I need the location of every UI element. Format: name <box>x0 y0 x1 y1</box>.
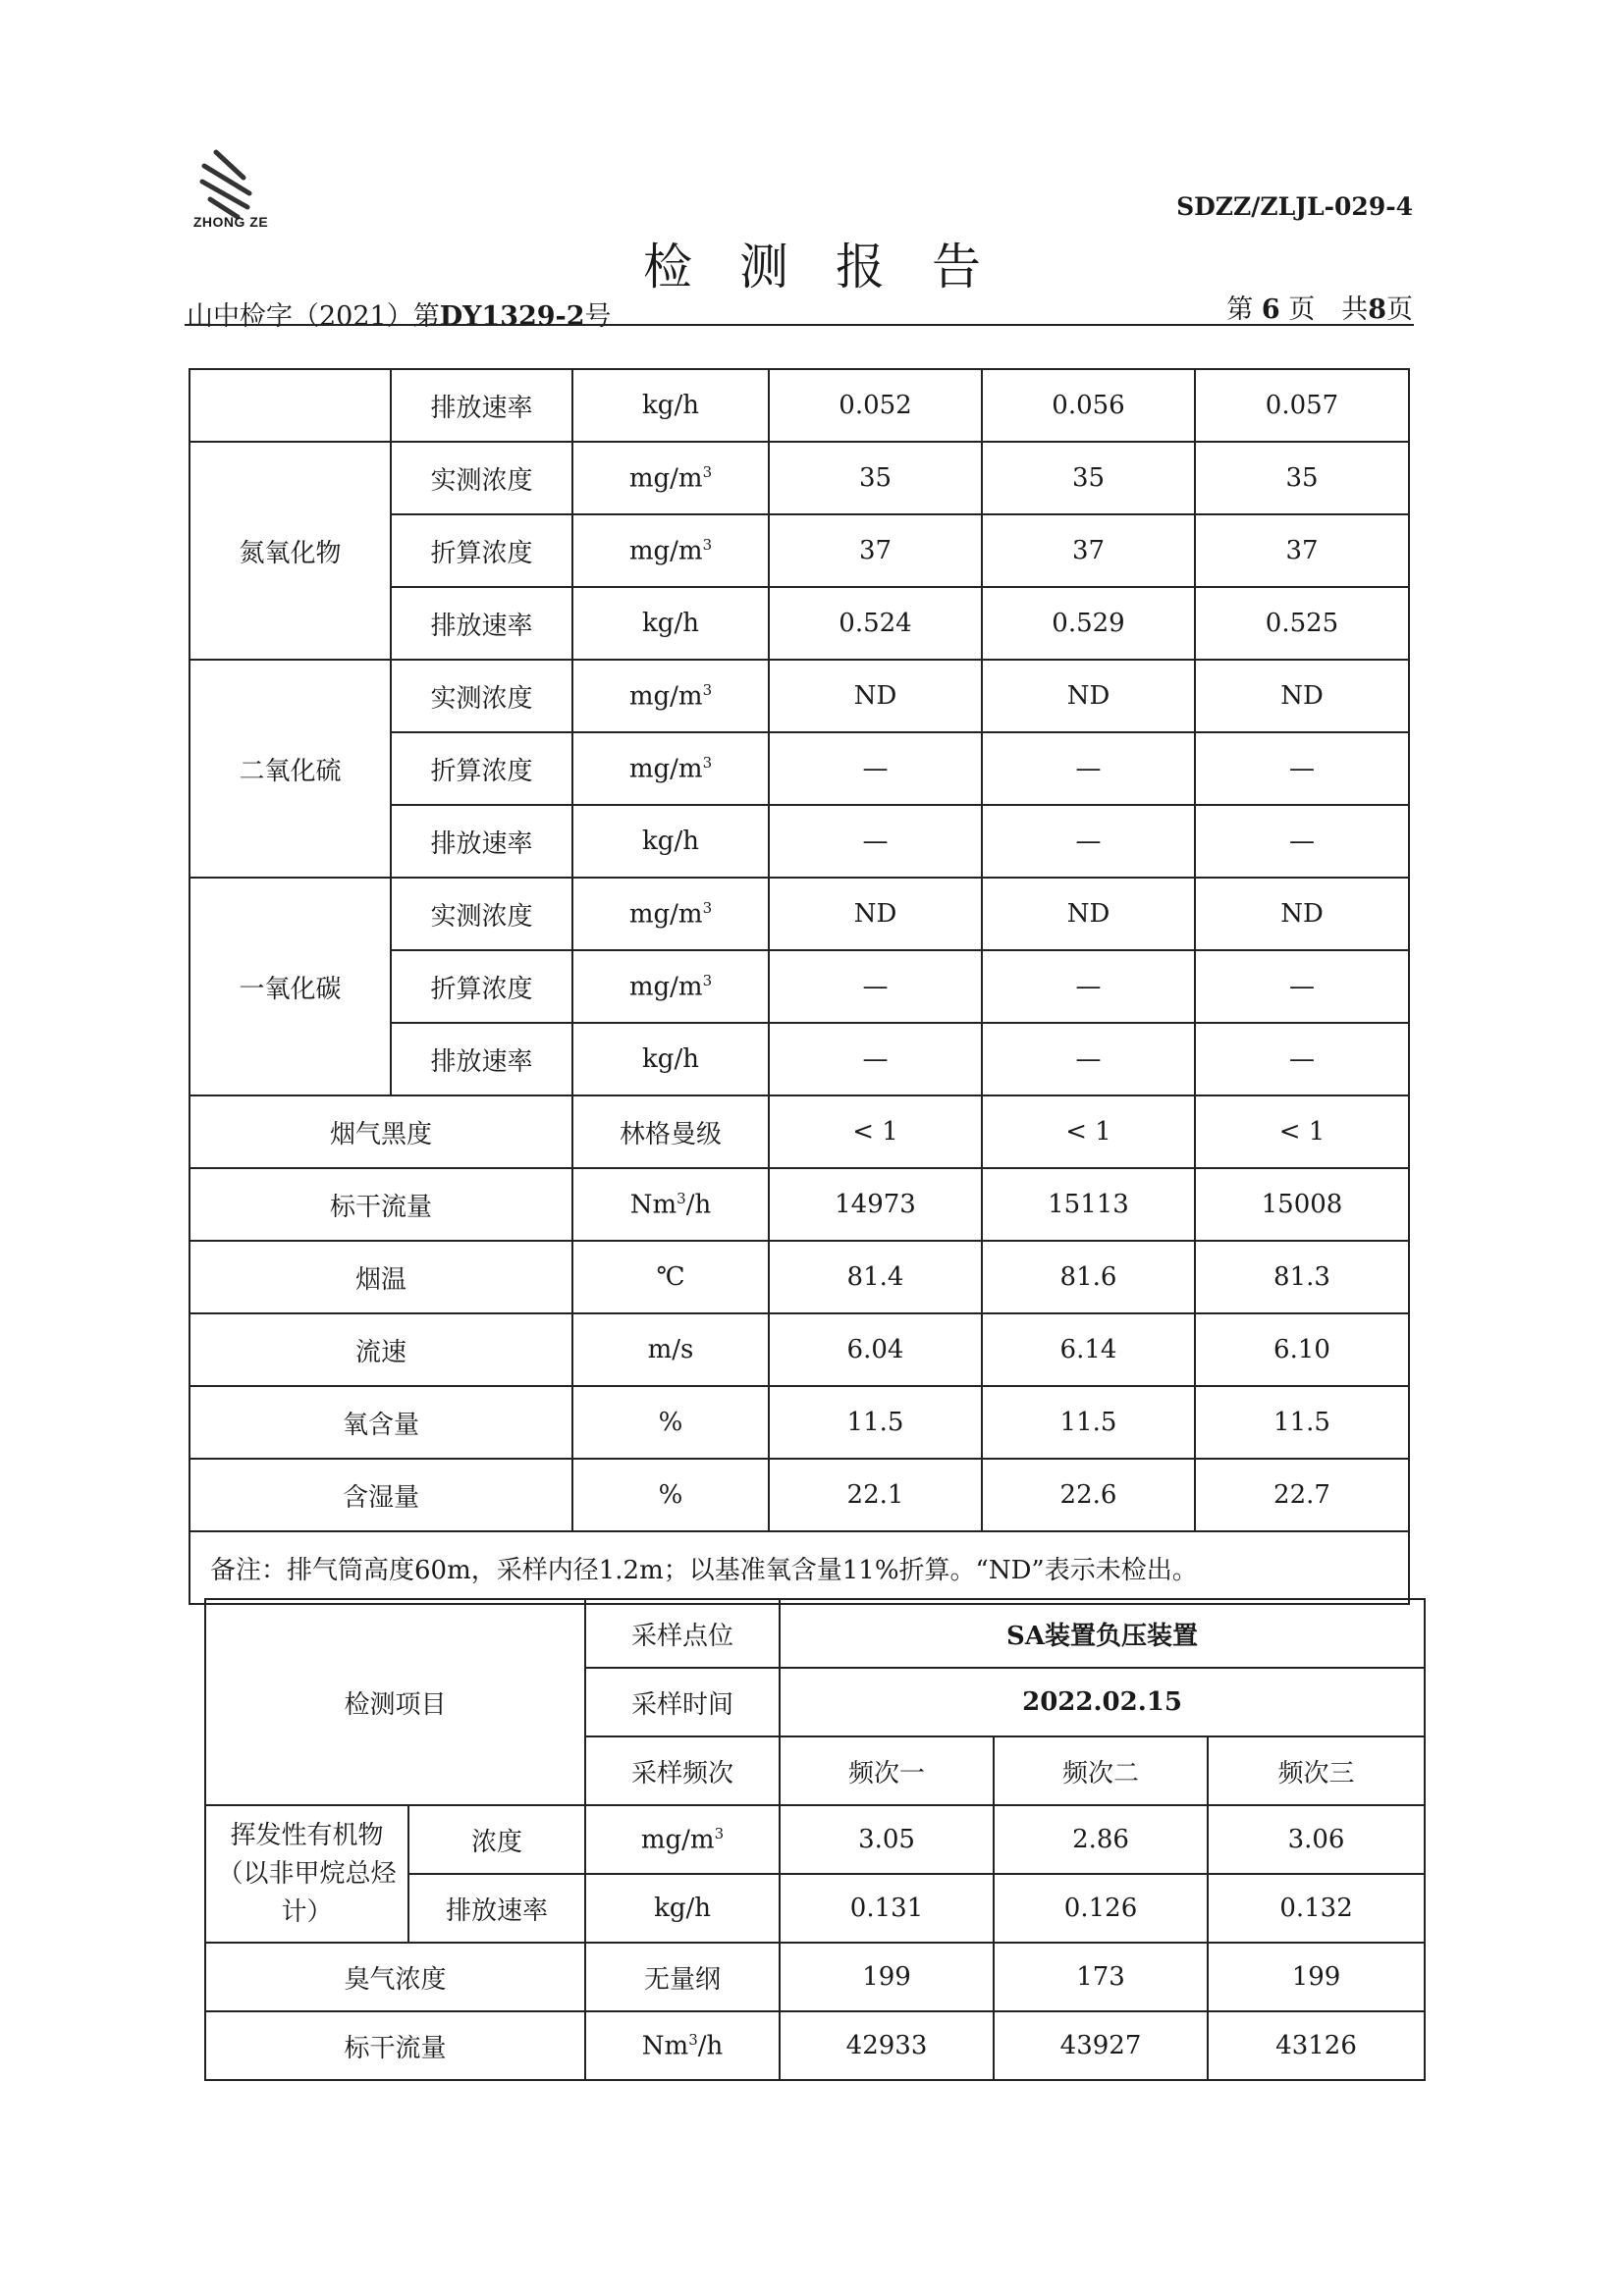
value-cell: — <box>769 732 982 805</box>
table-row <box>189 1095 1409 1168</box>
value-cell: 199 <box>780 1943 994 2011</box>
metric-cell: 排放速率 <box>391 1023 572 1095</box>
value-cell: ND <box>982 660 1195 732</box>
unit-cell: kg/h <box>572 369 769 442</box>
header-label: 采样点位 <box>585 1599 780 1668</box>
unit-cell: $mg/m^3$ <box>572 732 769 805</box>
value-cell: — <box>982 805 1195 878</box>
value-cell: 15008 <box>1195 1168 1409 1241</box>
value-cell: 6.10 <box>1195 1313 1409 1386</box>
value-cell: 6.04 <box>769 1313 982 1386</box>
table-row <box>189 878 1409 950</box>
value-cell: 43126 <box>1208 2011 1425 2080</box>
value-cell: — <box>982 732 1195 805</box>
value-cell: — <box>1195 732 1409 805</box>
value-cell: 35 <box>982 442 1195 514</box>
value-cell: 0.524 <box>769 587 982 660</box>
metric-cell: 折算浓度 <box>391 514 572 587</box>
value-cell: 0.132 <box>1208 1874 1425 1943</box>
unit-cell: $mg/m^3$ <box>572 950 769 1023</box>
value-cell: 11.5 <box>982 1386 1195 1459</box>
header-label: 采样频次 <box>585 1736 780 1805</box>
table-row <box>189 369 1409 442</box>
value-cell: — <box>769 1023 982 1095</box>
metric-cell: 实测浓度 <box>391 878 572 950</box>
parameter-label: 流速 <box>189 1313 572 1386</box>
pollutant-label: 氮氧化物 <box>189 442 391 660</box>
value-cell: 3.06 <box>1208 1805 1425 1874</box>
parameter-label: 臭气浓度 <box>205 1943 585 2011</box>
table-row <box>205 1943 1425 2011</box>
value-cell: 42933 <box>780 2011 994 2080</box>
pollutant-label: 二氧化硫 <box>189 660 391 878</box>
value-cell: ND <box>1195 878 1409 950</box>
table-row <box>189 660 1409 732</box>
value-cell: 0.131 <box>780 1874 994 1943</box>
header-rule <box>185 324 1414 326</box>
value-cell: 81.3 <box>1195 1241 1409 1313</box>
report-reference: 山中检字（2021）第DY1329-2号 <box>187 301 612 332</box>
value-cell: 35 <box>1195 442 1409 514</box>
metric-cell: 折算浓度 <box>391 732 572 805</box>
value-cell: 43927 <box>994 2011 1208 2080</box>
value-cell: 37 <box>769 514 982 587</box>
value-cell: 22.7 <box>1195 1459 1409 1531</box>
value-cell: 35 <box>769 442 982 514</box>
remarks-note: 备注：排气筒高度60m，采样内径1.2m；以基准氧含量11%折算。“ND”表示未检出。 <box>189 1531 1409 1604</box>
value-cell: — <box>1195 805 1409 878</box>
unit-cell: Nm$^3$/h <box>572 1168 769 1241</box>
unit-cell: $mg/m^3$ <box>572 878 769 950</box>
unit-cell: kg/h <box>572 805 769 878</box>
unit-cell: m/s <box>572 1313 769 1386</box>
value-cell: 14973 <box>769 1168 982 1241</box>
table-row <box>205 1805 1425 1874</box>
parameter-label: 烟气黑度 <box>189 1095 572 1168</box>
value-cell: 0.525 <box>1195 587 1409 660</box>
value-cell: 37 <box>1195 514 1409 587</box>
results-table-voc <box>204 1598 1426 2081</box>
frequency-header: 频次二 <box>994 1736 1208 1805</box>
value-cell: — <box>769 950 982 1023</box>
value-cell: 2.86 <box>994 1805 1208 1874</box>
page-indicator: 第 6 页 共8页 <box>1226 294 1413 325</box>
value-cell: 0.126 <box>994 1874 1208 1943</box>
unit-cell: $mg/m^3$ <box>585 1805 780 1874</box>
metric-cell: 排放速率 <box>408 1874 585 1943</box>
value-cell: 15113 <box>982 1168 1195 1241</box>
frequency-header: 频次一 <box>780 1736 994 1805</box>
unit-cell: ℃ <box>572 1241 769 1313</box>
metric-cell: 实测浓度 <box>391 442 572 514</box>
metric-cell: 实测浓度 <box>391 660 572 732</box>
unit-cell: kg/h <box>572 587 769 660</box>
unit-cell: Nm$^3$/h <box>585 2011 780 2080</box>
table-row <box>189 1241 1409 1313</box>
unit-cell: % <box>572 1459 769 1531</box>
document-code: SDZZ/ZLJL-029-4 <box>1176 192 1413 221</box>
unit-cell: kg/h <box>585 1874 780 1943</box>
value-cell: 11.5 <box>1195 1386 1409 1459</box>
pollutant-label: 挥发性有机物（以非甲烷总烃计） <box>205 1805 408 1943</box>
table-row <box>189 1531 1409 1604</box>
parameter-label: 标干流量 <box>205 2011 585 2080</box>
sampling-point-value: SA装置负压装置 <box>780 1599 1425 1668</box>
value-cell: — <box>982 1023 1195 1095</box>
value-cell: — <box>769 805 982 878</box>
value-cell: 11.5 <box>769 1386 982 1459</box>
metric-cell: 排放速率 <box>391 587 572 660</box>
page-title: 检测报告 <box>643 239 1028 295</box>
table-row <box>205 1599 1425 1668</box>
table-row <box>189 1313 1409 1386</box>
metric-cell: 排放速率 <box>391 369 572 442</box>
table-row <box>189 1168 1409 1241</box>
table-row <box>189 1386 1409 1459</box>
value-cell: < 1 <box>769 1095 982 1168</box>
value-cell: 37 <box>982 514 1195 587</box>
value-cell: 0.057 <box>1195 369 1409 442</box>
item-header: 检测项目 <box>205 1599 585 1805</box>
unit-cell: $mg/m^3$ <box>572 514 769 587</box>
pollutant-label: 一氧化碳 <box>189 878 391 1095</box>
parameter-label: 氧含量 <box>189 1386 572 1459</box>
unit-cell: $mg/m^3$ <box>572 660 769 732</box>
value-cell: 81.4 <box>769 1241 982 1313</box>
value-cell: 0.056 <box>982 369 1195 442</box>
value-cell: < 1 <box>982 1095 1195 1168</box>
unit-cell: $mg/m^3$ <box>572 442 769 514</box>
value-cell: 22.6 <box>982 1459 1195 1531</box>
unit-cell: kg/h <box>572 1023 769 1095</box>
unit-cell: 林格曼级 <box>572 1095 769 1168</box>
frequency-header: 频次三 <box>1208 1736 1425 1805</box>
value-cell: 22.1 <box>769 1459 982 1531</box>
table-row <box>205 2011 1425 2080</box>
table-row <box>189 442 1409 514</box>
parameter-label: 标干流量 <box>189 1168 572 1241</box>
value-cell: 199 <box>1208 1943 1425 2011</box>
value-cell: ND <box>1195 660 1409 732</box>
table-row <box>189 1459 1409 1531</box>
unit-cell: 无量纲 <box>585 1943 780 2011</box>
value-cell: — <box>1195 950 1409 1023</box>
results-table-main <box>189 368 1410 1605</box>
metric-cell: 折算浓度 <box>391 950 572 1023</box>
logo-text: ZHONG ZE <box>192 214 269 230</box>
value-cell: 81.6 <box>982 1241 1195 1313</box>
value-cell: — <box>982 950 1195 1023</box>
value-cell: 0.052 <box>769 369 982 442</box>
value-cell: < 1 <box>1195 1095 1409 1168</box>
metric-cell: 浓度 <box>408 1805 585 1874</box>
value-cell: 6.14 <box>982 1313 1195 1386</box>
value-cell: — <box>1195 1023 1409 1095</box>
value-cell: 173 <box>994 1943 1208 2011</box>
header-label: 采样时间 <box>585 1668 780 1736</box>
unit-cell: % <box>572 1386 769 1459</box>
value-cell: 3.05 <box>780 1805 994 1874</box>
parameter-label: 烟温 <box>189 1241 572 1313</box>
value-cell: ND <box>769 878 982 950</box>
value-cell: ND <box>769 660 982 732</box>
value-cell: 0.529 <box>982 587 1195 660</box>
empty-cell <box>189 369 391 442</box>
sampling-time-value: 2022.02.15 <box>780 1668 1425 1736</box>
metric-cell: 排放速率 <box>391 805 572 878</box>
parameter-label: 含湿量 <box>189 1459 572 1531</box>
value-cell: ND <box>982 878 1195 950</box>
